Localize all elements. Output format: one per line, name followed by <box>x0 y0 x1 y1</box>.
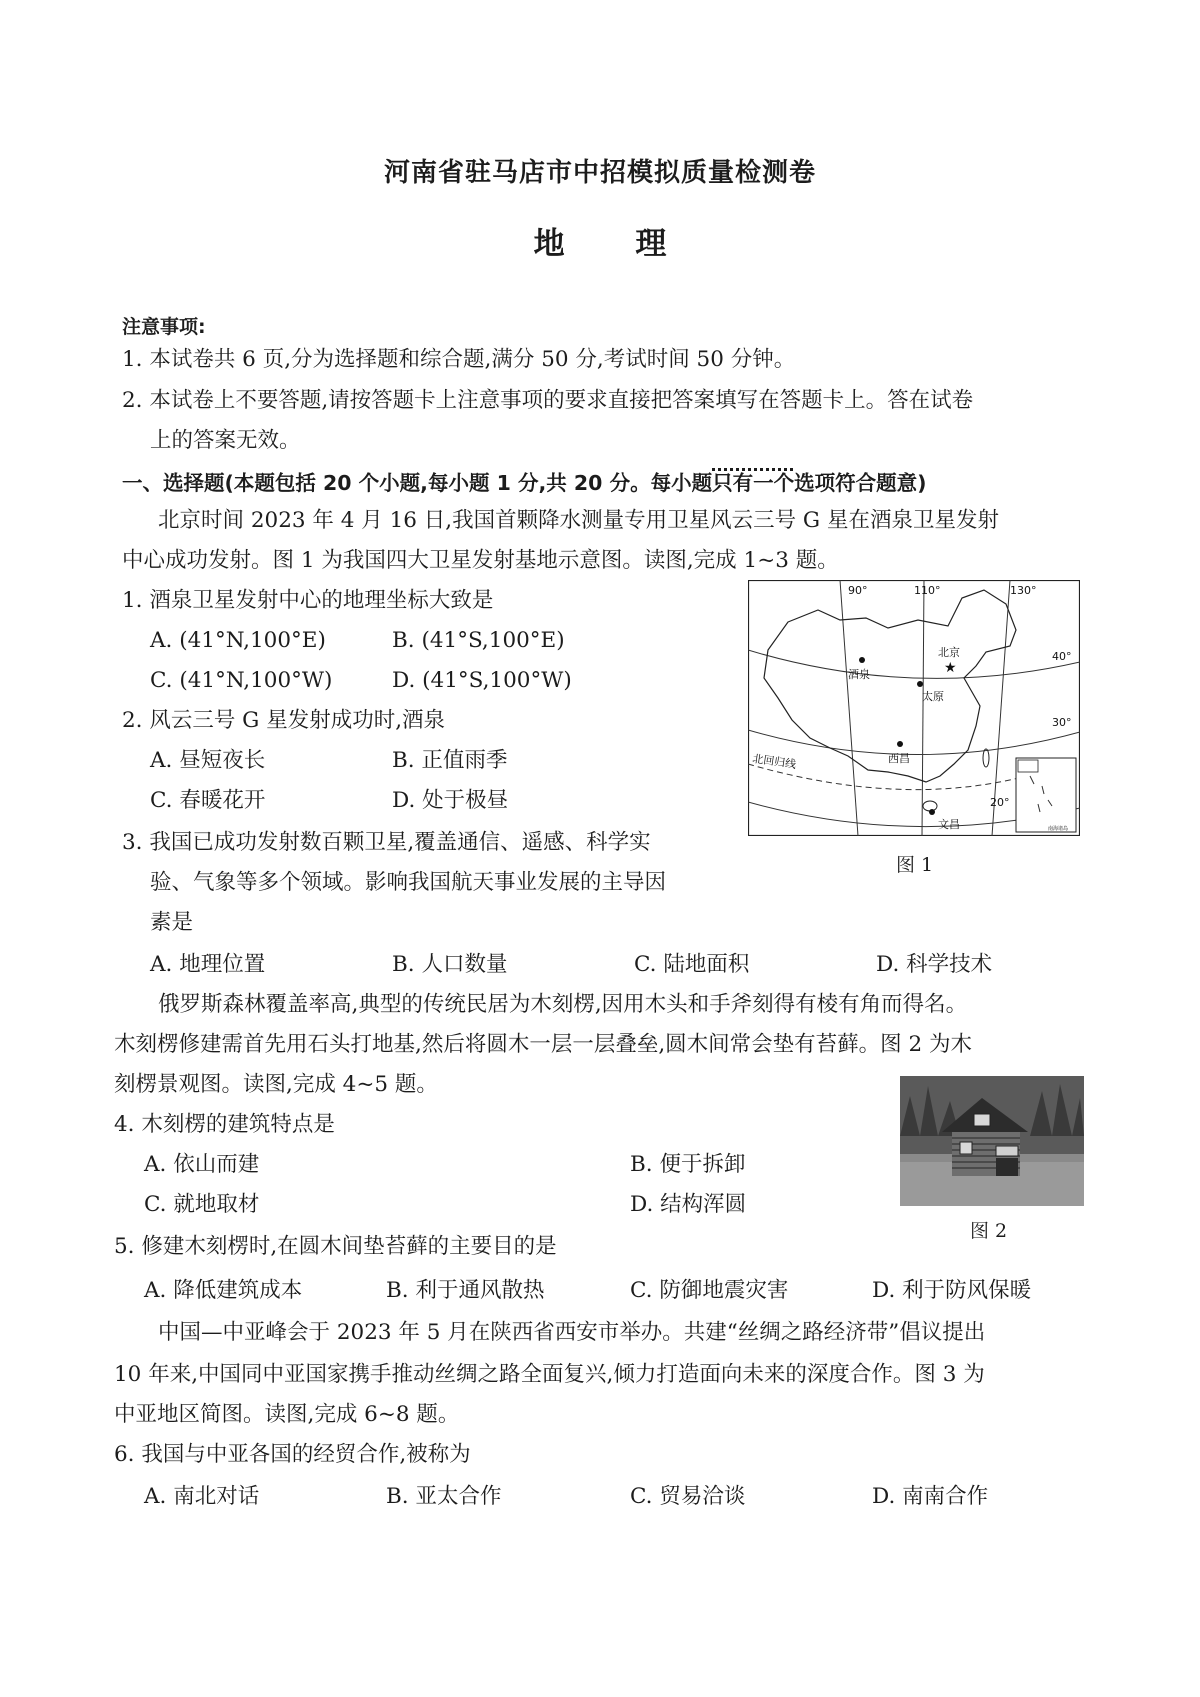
question-6-option-c: C. 贸易洽谈 <box>630 1484 746 1509</box>
figure-2-photo <box>900 1076 1084 1206</box>
city-taiyuan-label: 太原 <box>922 690 944 703</box>
lon-110-label: 110° <box>914 584 941 597</box>
question-3-option-a: A. 地理位置 <box>150 952 266 977</box>
question-2-option-c: C. 春暖花开 <box>150 788 266 813</box>
lat-30-label: 30° <box>1052 716 1072 729</box>
subject-title: 地 理 <box>533 226 697 262</box>
question-4-option-c: C. 就地取材 <box>144 1192 260 1217</box>
city-jiuquan-label: 酒泉 <box>848 668 870 681</box>
lon-90-label: 90° <box>848 584 868 597</box>
question-1-option-c: C. (41°N,100°W) <box>150 668 333 693</box>
question-6-option-a: A. 南北对话 <box>144 1484 260 1509</box>
passage-1-line-1: 北京时间 2023 年 4 月 16 日,我国首颗降水测量专用卫星风云三号 G 星在酒泉卫星发射 <box>158 508 999 533</box>
question-4-option-d: D. 结构浑圆 <box>630 1192 747 1217</box>
question-1-option-b: B. (41°S,100°E) <box>392 628 565 653</box>
section-1-heading-pre: 一、选择题(本题包括 20 个小题,每小题 1 分,共 20 分。每小题 <box>122 471 713 495</box>
notes-heading: 注意事项: <box>122 316 206 338</box>
question-2-option-a: A. 昼短夜长 <box>150 748 266 773</box>
question-6-stem: 6. 我国与中亚各国的经贸合作,被称为 <box>114 1442 471 1467</box>
figure-2-caption: 图 2 <box>970 1220 1008 1242</box>
passage-2-line-3: 刻楞景观图。读图,完成 4~5 题。 <box>114 1072 438 1097</box>
question-2-option-d: D. 处于极昼 <box>392 788 509 813</box>
question-2-option-b: B. 正值雨季 <box>392 748 508 773</box>
question-5-option-a: A. 降低建筑成本 <box>144 1278 303 1303</box>
question-4-option-b: B. 便于拆卸 <box>630 1152 746 1177</box>
passage-2-line-2: 木刻楞修建需首先用石头打地基,然后将圆木一层一层叠垒,圆木间常会垫有苔藓。图 2 为木 <box>114 1032 973 1057</box>
city-xichang-label: 西昌 <box>888 752 910 765</box>
lat-40-label: 40° <box>1052 650 1072 663</box>
question-4-option-a: A. 依山而建 <box>144 1152 260 1177</box>
question-1-option-d: D. (41°S,100°W) <box>392 668 572 693</box>
city-wenchang-label: 文昌 <box>938 818 960 831</box>
figure-1-map <box>748 580 1080 836</box>
passage-3-line-2: 10 年来,中国同中亚国家携手推动丝绸之路全面复兴,倾力打造面向未来的深度合作。图 3 为 <box>114 1362 985 1387</box>
question-5-stem: 5. 修建木刻楞时,在圆木间垫苔藓的主要目的是 <box>114 1234 557 1259</box>
question-3-stem-line-3: 素是 <box>150 910 194 935</box>
notes-item-2-line-2: 上的答案无效。 <box>150 428 301 453</box>
question-1-stem: 1. 酒泉卫星发射中心的地理坐标大致是 <box>122 588 494 613</box>
question-3-stem-line-2: 验、气象等多个领域。影响我国航天事业发展的主导因 <box>150 870 667 895</box>
question-3-option-b: B. 人口数量 <box>392 952 508 977</box>
question-3-stem-line-1: 3. 我国已成功发射数百颗卫星,覆盖通信、遥感、科学实 <box>122 830 651 855</box>
passage-2-line-1: 俄罗斯森林覆盖率高,典型的传统民居为木刻楞,因用木头和手斧刻得有棱有角而得名。 <box>158 992 968 1017</box>
section-1-heading-post: 选项符合题意) <box>794 471 927 495</box>
lat-20-label: 20° <box>990 796 1010 809</box>
question-3-option-c: C. 陆地面积 <box>634 952 750 977</box>
passage-3-line-1: 中国—中亚峰会于 2023 年 5 月在陕西省西安市举办。共建“丝绸之路经济带”倡议提出 <box>158 1320 986 1345</box>
section-1-heading-emphasis: 只有一个 <box>712 471 795 495</box>
section-1-heading <box>122 466 926 496</box>
passage-1-line-2: 中心成功发射。图 1 为我国四大卫星发射基地示意图。读图,完成 1~3 题。 <box>122 548 839 573</box>
tropic-label: 北回归线 <box>751 752 797 772</box>
figure-1-caption: 图 1 <box>896 854 934 876</box>
passage-3-line-3: 中亚地区简图。读图,完成 6~8 题。 <box>114 1402 460 1427</box>
question-3-option-d: D. 科学技术 <box>876 952 993 977</box>
inset-label: 南海诸岛 <box>1048 826 1069 832</box>
notes-item-1: 1. 本试卷共 6 页,分为选择题和综合题,满分 50 分,考试时间 50 分钟。 <box>122 347 796 372</box>
question-6-option-b: B. 亚太合作 <box>386 1484 502 1509</box>
question-6-option-d: D. 南南合作 <box>872 1484 989 1509</box>
question-5-option-d: D. 利于防风保暖 <box>872 1278 1032 1303</box>
notes-item-2-line-1: 2. 本试卷上不要答题,请按答题卡上注意事项的要求直接把答案填写在答题卡上。答在试卷 <box>122 388 974 413</box>
exam-title: 河南省驻马店市中招模拟质量检测卷 <box>383 158 816 188</box>
question-2-stem: 2. 风云三号 G 星发射成功时,酒泉 <box>122 708 446 733</box>
lon-130-label: 130° <box>1010 584 1037 597</box>
svg-text:★: ★ <box>944 660 957 676</box>
question-4-stem: 4. 木刻楞的建筑特点是 <box>114 1112 335 1137</box>
city-beijing-label: 北京 <box>938 646 960 659</box>
question-5-option-c: C. 防御地震灾害 <box>630 1278 789 1303</box>
question-5-option-b: B. 利于通风散热 <box>386 1278 545 1303</box>
question-1-option-a: A. (41°N,100°E) <box>150 628 326 653</box>
